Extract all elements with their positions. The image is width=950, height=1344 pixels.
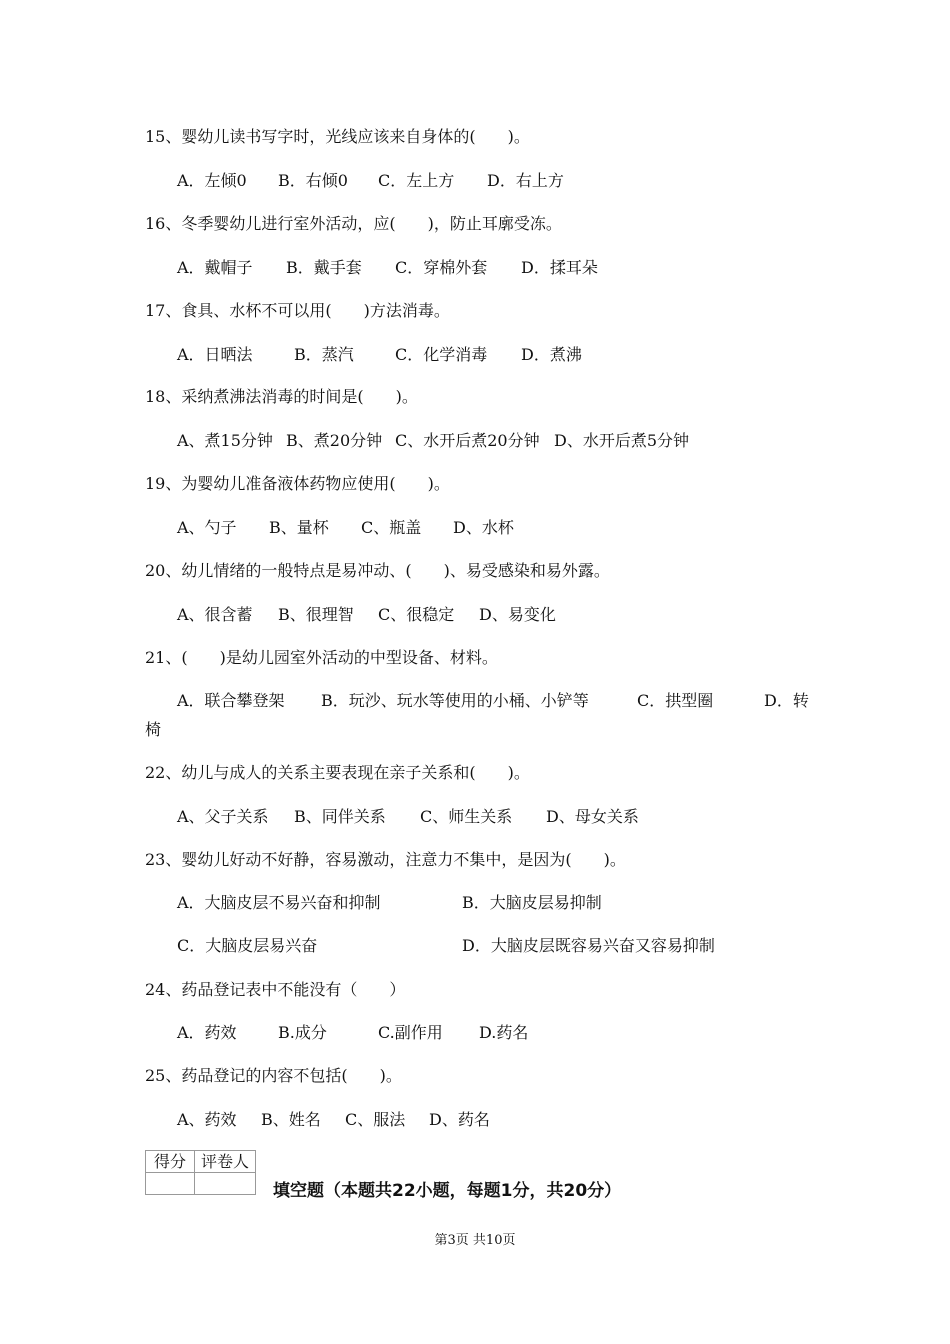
question-stem: 23、婴幼儿好动不好静，容易激动，注意力不集中，是因为( )。 bbox=[145, 850, 626, 869]
option-b: B、煮20分钟 bbox=[286, 431, 383, 450]
option-d: D、水开后煮5分钟 bbox=[554, 431, 690, 450]
option-a: A、父子关系 bbox=[177, 807, 269, 826]
option-b: B、很理智 bbox=[278, 605, 354, 624]
option-c: C．左上方 bbox=[378, 171, 455, 190]
option-d: D、母女关系 bbox=[546, 807, 639, 826]
option-d: D．揉耳朵 bbox=[521, 258, 598, 277]
question-stem: 16、冬季婴幼儿进行室外活动，应( )，防止耳廓受冻。 bbox=[145, 214, 562, 233]
option-b: B．大脑皮层易抑制 bbox=[462, 893, 602, 912]
option-a: A．药效 bbox=[177, 1023, 237, 1042]
option-c: C、瓶盖 bbox=[361, 518, 422, 537]
option-b: B．玩沙、玩水等使用的小桶、小铲等 bbox=[321, 691, 589, 710]
option-d: D．转 bbox=[764, 691, 809, 710]
option-a: A．日晒法 bbox=[177, 345, 253, 364]
score-cell[interactable] bbox=[146, 1173, 195, 1195]
option-c: C、师生关系 bbox=[420, 807, 513, 826]
score-header: 得分 bbox=[146, 1151, 195, 1173]
question-stem: 17、食具、水杯不可以用( )方法消毒。 bbox=[145, 301, 450, 320]
question-stem: 21、( )是幼儿园室外活动的中型设备、材料。 bbox=[145, 648, 498, 667]
option-a: A、勺子 bbox=[177, 518, 237, 537]
grader-cell[interactable] bbox=[195, 1173, 256, 1195]
page-footer: 第3页 共10页 bbox=[434, 1233, 516, 1248]
option-a: A、很含蓄 bbox=[177, 605, 253, 624]
option-b: B．戴手套 bbox=[286, 258, 362, 277]
option-d: D、易变化 bbox=[479, 605, 556, 624]
question-stem: 22、幼儿与成人的关系主要表现在亲子关系和( )。 bbox=[145, 763, 530, 782]
option-a: A．联合攀登架 bbox=[177, 691, 285, 710]
option-d: D．大脑皮层既容易兴奋又容易抑制 bbox=[462, 936, 715, 955]
question-stem: 18、采纳煮沸法消毒的时间是( )。 bbox=[145, 387, 418, 406]
option-b: B、量杯 bbox=[269, 518, 329, 537]
option-c: C.副作用 bbox=[378, 1023, 443, 1042]
option-a: A．戴帽子 bbox=[177, 258, 253, 277]
option-a: A．大脑皮层不易兴奋和抑制 bbox=[177, 893, 381, 912]
option-b: B．蒸汽 bbox=[294, 345, 354, 364]
question-stem: 20、幼儿情绪的一般特点是易冲动、( )、易受感染和易外露。 bbox=[145, 561, 610, 580]
option-d: D．右上方 bbox=[487, 171, 564, 190]
option-c: C、很稳定 bbox=[378, 605, 455, 624]
option-d: D、药名 bbox=[429, 1110, 490, 1129]
option-b: B.成分 bbox=[278, 1023, 327, 1042]
option-b: B、姓名 bbox=[261, 1110, 321, 1129]
option-c: C．拱型圈 bbox=[637, 691, 714, 710]
question-stem: 25、药品登记的内容不包括( )。 bbox=[145, 1066, 402, 1085]
option-b: B、同伴关系 bbox=[294, 807, 386, 826]
option-d: D、水杯 bbox=[453, 518, 514, 537]
option-a: A．左倾0 bbox=[177, 171, 247, 190]
option-c: C、水开后煮20分钟 bbox=[395, 431, 540, 450]
option-d-wrap: 椅 bbox=[145, 720, 162, 739]
option-c: C．穿棉外套 bbox=[395, 258, 488, 277]
option-a: A、煮15分钟 bbox=[177, 431, 273, 450]
option-a: A、药效 bbox=[177, 1110, 237, 1129]
grader-header: 评卷人 bbox=[195, 1151, 256, 1173]
option-d: D．煮沸 bbox=[521, 345, 582, 364]
option-c: C．大脑皮层易兴奋 bbox=[177, 936, 318, 955]
question-stem: 15、婴幼儿读书写字时，光线应该来自身体的( )。 bbox=[145, 127, 530, 146]
question-stem: 24、药品登记表中不能没有（ ） bbox=[145, 980, 406, 999]
question-stem: 19、为婴幼儿准备液体药物应使用( )。 bbox=[145, 474, 450, 493]
option-c: C．化学消毒 bbox=[395, 345, 488, 364]
option-b: B．右倾0 bbox=[278, 171, 348, 190]
score-table bbox=[145, 1150, 256, 1195]
option-d: D.药名 bbox=[479, 1023, 529, 1042]
option-c: C、服法 bbox=[345, 1110, 406, 1129]
section-title: 填空题（本题共22小题，每题1分，共20分） bbox=[273, 1181, 622, 1201]
